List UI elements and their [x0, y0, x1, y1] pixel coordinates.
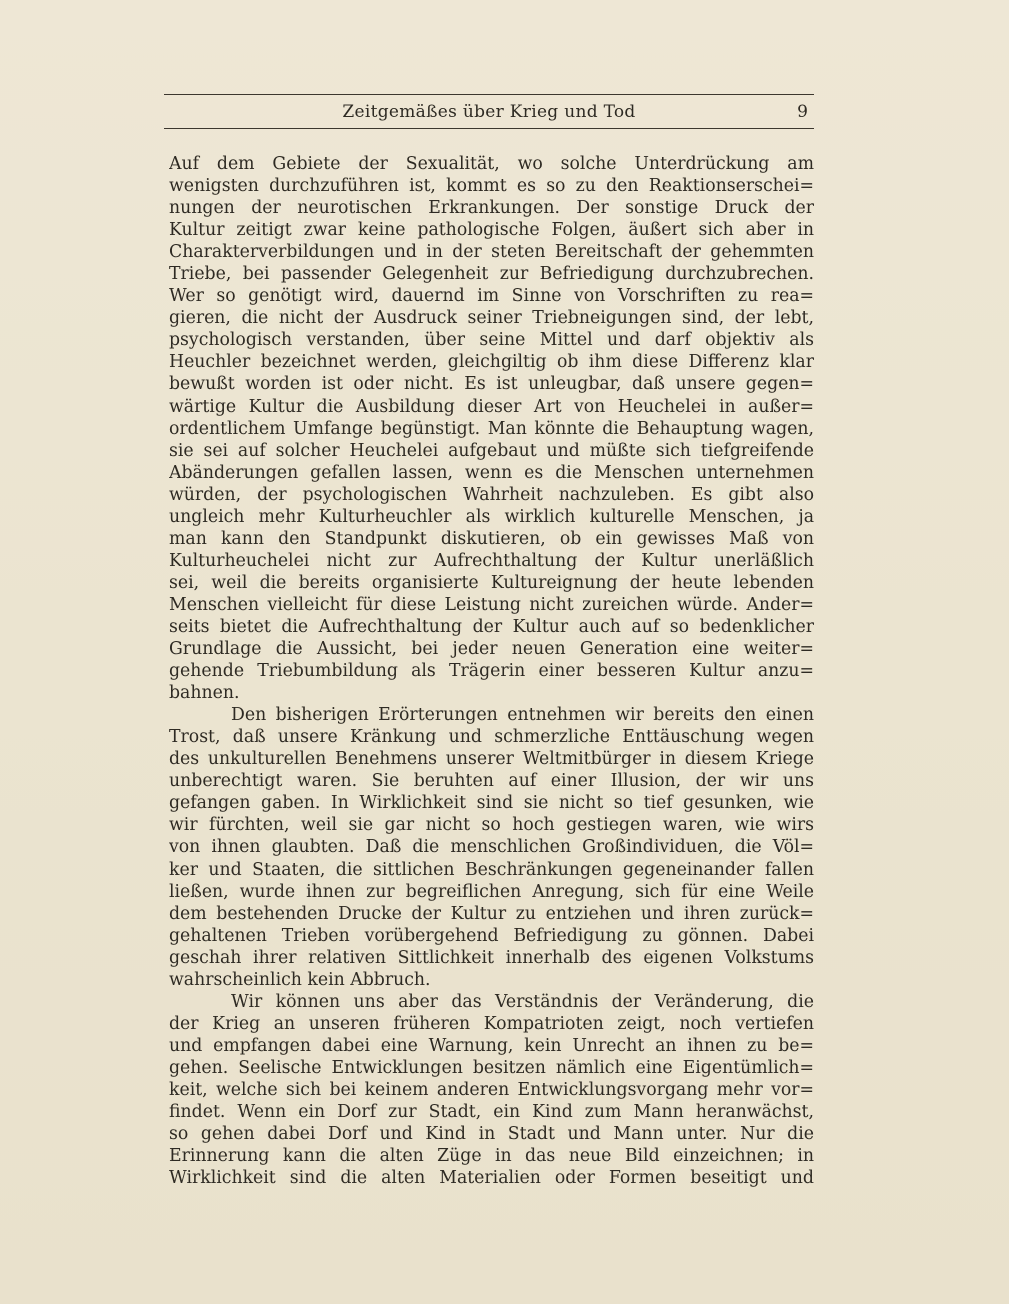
- paragraph-1: [169, 153, 814, 704]
- text-line: gieren, die nicht der Ausdruck seiner Triebneigungen sind, der lebt,: [169, 308, 814, 329]
- text-line: wahrscheinlich kein Abbruch.: [169, 969, 431, 990]
- text-line: psychologisch verstanden, über seine Mittel und darf objektiv als: [169, 330, 814, 351]
- page-number: 9: [797, 102, 808, 122]
- text-line: geschah ihrer relativen Sittlichkeit innerhalb des eigenen Volkstums: [169, 947, 814, 968]
- text-line: Den bisherigen Erörterungen entnehmen wir bereits den einen: [231, 705, 814, 726]
- text-line: und empfangen dabei eine Warnung, kein Unrecht an ihnen zu be=: [169, 1035, 814, 1056]
- text-line: sie sei auf solcher Heuchelei aufgebaut und müßte sich tiefgreifende: [169, 440, 814, 461]
- text-line: Abänderungen gefallen lassen, wenn es die Menschen unternehmen: [169, 462, 814, 483]
- header-rule-bottom: [164, 128, 814, 129]
- text-line: des unkulturellen Benehmens unserer Weltmitbürger in diesem Kriege: [169, 749, 814, 770]
- text-line: ker und Staaten, die sittlichen Beschränkungen gegeneinander fallen: [169, 859, 814, 880]
- text-line: findet. Wenn ein Dorf zur Stadt, ein Kind zum Mann heranwächst,: [169, 1102, 814, 1123]
- text-line: seits bietet die Aufrechthaltung der Kultur auch auf so bedenklicher: [169, 616, 814, 637]
- text-line: Wir können uns aber das Verständnis der Veränderung, die: [231, 991, 814, 1012]
- text-line: Wirklichkeit sind die alten Materialien oder Formen beseitigt und: [169, 1168, 814, 1189]
- text-line: gefangen gaben. In Wirklichkeit sind sie nicht so tief gesunken, wie: [169, 793, 814, 814]
- paragraph-2: [169, 704, 814, 991]
- text-line: dem bestehenden Drucke der Kultur zu entziehen und ihren zurück=: [169, 903, 814, 924]
- text-line: ungleich mehr Kulturheuchler als wirklich kulturelle Menschen, ja: [169, 506, 814, 527]
- text-line: Auf dem Gebiete der Sexualität, wo solche Unterdrückung am: [169, 154, 814, 174]
- text-line: gehaltenen Trieben vorübergehend Befriedigung zu gönnen. Dabei: [169, 925, 814, 946]
- text-line: nungen der neurotischen Erkrankungen. Der sonstige Druck der: [169, 198, 814, 219]
- text-line: ließen, wurde ihnen zur begreiflichen Anregung, sich für eine Weile: [169, 881, 814, 902]
- text-line: würden, der psychologischen Wahrheit nachzuleben. Es gibt also: [169, 484, 814, 505]
- text-line: wenigsten durchzuführen ist, kommt es so zu den Reaktionserschei=: [169, 176, 814, 197]
- text-line: Wer so genötigt wird, dauernd im Sinne von Vorschriften zu rea=: [169, 286, 814, 307]
- header-rule-top: [164, 94, 814, 95]
- text-line: bahnen.: [169, 683, 240, 704]
- text-line: Charakterverbildungen und in der steten Bereitschaft der gehemmten: [169, 242, 814, 263]
- running-title: Zeitgemäßes über Krieg und Tod: [342, 102, 636, 122]
- page-header: [164, 94, 814, 132]
- text-line: ordentlichem Umfange begünstigt. Man könnte die Behauptung wagen,: [169, 418, 814, 439]
- text-line: bewußt worden ist oder nicht. Es ist unleugbar, daß unsere gegen=: [169, 374, 814, 395]
- text-line: Menschen vielleicht für diese Leistung nicht zureichen würde. Ander=: [169, 594, 814, 615]
- body-text: [169, 153, 814, 1189]
- text-line: Kulturheuchelei nicht zur Aufrechthaltung der Kultur unerläßlich: [169, 550, 814, 571]
- text-line: Trost, daß unsere Kränkung und schmerzliche Enttäuschung wegen: [169, 727, 814, 748]
- text-line: wir fürchten, weil sie gar nicht so hoch gestiegen waren, wie wirs: [169, 815, 814, 836]
- text-line: wärtige Kultur die Ausbildung dieser Art von Heuchelei in außer=: [169, 396, 814, 417]
- text-line: Erinnerung kann die alten Züge in das neue Bild einzeichnen; in: [169, 1146, 814, 1167]
- text-line: Triebe, bei passender Gelegenheit zur Befriedigung durchzubrechen.: [169, 264, 814, 285]
- text-line: von ihnen glaubten. Daß die menschlichen Großindividuen, die Völ=: [169, 837, 814, 858]
- text-line: Grundlage die Aussicht, bei jeder neuen Generation eine weiter=: [169, 639, 814, 660]
- text-line: sei, weil die bereits organisierte Kultureignung der heute lebenden: [169, 572, 814, 593]
- text-line: Heuchler bezeichnet werden, gleichgiltig ob ihm diese Differenz klar: [169, 352, 814, 373]
- text-line: keit, welche sich bei keinem anderen Entwicklungsvorgang mehr vor=: [169, 1079, 814, 1100]
- text-line: gehen. Seelische Entwicklungen besitzen nämlich eine Eigentümlich=: [169, 1057, 814, 1078]
- text-line: gehende Triebumbildung als Trägerin einer besseren Kultur anzu=: [169, 661, 814, 682]
- text-line: so gehen dabei Dorf und Kind in Stadt und Mann unter. Nur die: [169, 1124, 814, 1145]
- paragraph-3: [169, 991, 814, 1189]
- text-line: der Krieg an unseren früheren Kompatrioten zeigt, noch vertiefen: [169, 1013, 814, 1034]
- text-line: unberechtigt waren. Sie beruhten auf einer Illusion, der wir uns: [169, 771, 814, 792]
- text-line: man kann den Standpunkt diskutieren, ob ein gewisses Maß von: [169, 528, 814, 549]
- text-line: Kultur zeitigt zwar keine pathologische Folgen, äußert sich aber in: [169, 220, 814, 241]
